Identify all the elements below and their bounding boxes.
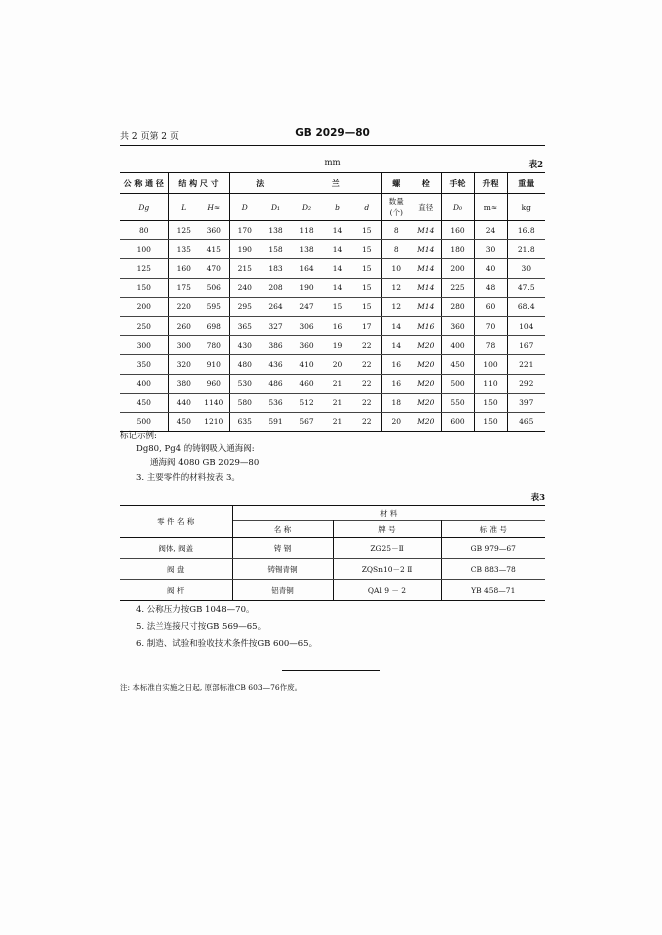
- table-cell: 160: [441, 221, 474, 240]
- table-cell: 阀 盘: [120, 559, 232, 580]
- table-cell: 430: [229, 336, 260, 355]
- table-cell: 78: [474, 336, 507, 355]
- header-flange-b: 兰: [291, 173, 381, 194]
- table-row: [120, 374, 545, 393]
- table-cell: 530: [229, 374, 260, 393]
- table-cell: 250: [120, 316, 168, 335]
- table-cell: 10: [381, 259, 411, 278]
- table-cell: 14: [381, 316, 411, 335]
- table-cell: 500: [441, 374, 474, 393]
- table-cell: 8: [381, 221, 411, 240]
- table-cell: 22: [353, 412, 381, 431]
- table-cell: 15: [353, 297, 381, 316]
- table-cell: 240: [229, 278, 260, 297]
- table2-label: 表2: [528, 160, 543, 170]
- table-cell: 320: [168, 355, 199, 374]
- materials-table: [120, 505, 545, 601]
- table-cell: M20: [411, 355, 441, 374]
- table-cell: 183: [260, 259, 291, 278]
- table-cell: 15: [353, 259, 381, 278]
- table-cell: 460: [291, 374, 322, 393]
- table-cell: 铝青铜: [232, 580, 333, 601]
- table-cell: M14: [411, 240, 441, 259]
- note-4: 4. 公称压力按GB 1048—70。: [136, 605, 255, 615]
- table-cell: 247: [291, 297, 322, 316]
- table-cell: 14: [322, 259, 353, 278]
- table-cell: 20: [381, 412, 411, 431]
- table-cell: 47.5: [507, 278, 545, 297]
- table-cell: 440: [168, 393, 199, 412]
- table-cell: 360: [441, 316, 474, 335]
- note-5: 5. 法兰连接尺寸按GB 569—65。: [136, 622, 267, 632]
- table-row: [120, 559, 545, 580]
- table-cell: 100: [120, 240, 168, 259]
- table-cell: 280: [441, 297, 474, 316]
- table-cell: 14: [322, 278, 353, 297]
- table-cell: 167: [507, 336, 545, 355]
- header-lift: 升程: [474, 173, 507, 194]
- table-cell: M20: [411, 374, 441, 393]
- table-cell: 221: [507, 355, 545, 374]
- table-cell: 450: [168, 412, 199, 431]
- table-cell: 12: [381, 297, 411, 316]
- table-cell: 60: [474, 297, 507, 316]
- table-cell: 397: [507, 393, 545, 412]
- table-cell: 780: [199, 336, 229, 355]
- materials-table-body: [120, 538, 545, 601]
- table-cell: M14: [411, 221, 441, 240]
- table-cell: 22: [353, 355, 381, 374]
- table-cell: 100: [474, 355, 507, 374]
- table-cell: 306: [291, 316, 322, 335]
- table-row: [120, 412, 545, 431]
- table-cell: ZQSn10－2 Ⅱ: [333, 559, 441, 580]
- table-cell: 410: [291, 355, 322, 374]
- note-3: 3. 主要零件的材料按表 3。: [136, 473, 240, 483]
- header-nominal-diameter: 公 称 通 径: [120, 173, 168, 194]
- table-row: [120, 393, 545, 412]
- table-cell: 591: [260, 412, 291, 431]
- table-cell: 225: [441, 278, 474, 297]
- sub-quantity-unit: (个): [389, 208, 403, 217]
- table-cell: 400: [120, 374, 168, 393]
- table-cell: 360: [291, 336, 322, 355]
- table-cell: 486: [260, 374, 291, 393]
- table-cell: 70: [474, 316, 507, 335]
- table-cell: 21: [322, 412, 353, 431]
- table-cell: 30: [507, 259, 545, 278]
- table-cell: M14: [411, 259, 441, 278]
- table-cell: 350: [120, 355, 168, 374]
- standard-number: GB 2029—80: [295, 127, 370, 139]
- table-row: [120, 278, 545, 297]
- sub-L: L: [168, 194, 199, 221]
- table-cell: 150: [120, 278, 168, 297]
- table-cell: 16.8: [507, 221, 545, 240]
- table-cell: 125: [168, 221, 199, 240]
- table3-label: 表3: [530, 493, 545, 503]
- table-cell: 阀 杆: [120, 580, 232, 601]
- table-cell: 22: [353, 374, 381, 393]
- table-cell: 14: [322, 221, 353, 240]
- table-cell: 15: [353, 221, 381, 240]
- table-cell: 24: [474, 221, 507, 240]
- table-cell: 550: [441, 393, 474, 412]
- table-row: [120, 336, 545, 355]
- table-cell: 158: [260, 240, 291, 259]
- marking-line-1: Dg80, Pg4 的铸钢吸入通海阀:: [136, 444, 255, 454]
- table-cell: 436: [260, 355, 291, 374]
- table-cell: 铸 钢: [232, 538, 333, 559]
- table-cell: 14: [381, 336, 411, 355]
- marking-title: 标记示例:: [120, 431, 157, 441]
- table-row: [120, 240, 545, 259]
- table-cell: 138: [260, 221, 291, 240]
- table-cell: M20: [411, 336, 441, 355]
- table-cell: 292: [507, 374, 545, 393]
- table-cell: ZG25－Ⅱ: [333, 538, 441, 559]
- table-row: [120, 355, 545, 374]
- marking-line-2: 通海阀 4080 GB 2029—80: [150, 458, 260, 468]
- table-cell: 360: [199, 221, 229, 240]
- table-cell: 506: [199, 278, 229, 297]
- table-cell: 215: [229, 259, 260, 278]
- table-cell: 512: [291, 393, 322, 412]
- sub-m: m≈: [474, 194, 507, 221]
- sub-diameter: 直径: [411, 194, 441, 221]
- table-cell: 300: [168, 336, 199, 355]
- header-structure-size: 结 构 尺 寸: [168, 173, 229, 194]
- sub-H: H≈: [199, 194, 229, 221]
- table-cell: 295: [229, 297, 260, 316]
- table-cell: 68.4: [507, 297, 545, 316]
- table-cell: 15: [322, 297, 353, 316]
- table-cell: 164: [291, 259, 322, 278]
- table-cell: 21.8: [507, 240, 545, 259]
- table-cell: 170: [229, 221, 260, 240]
- table-cell: 22: [353, 336, 381, 355]
- header-material: 材 料: [232, 506, 545, 521]
- sub-kg: kg: [507, 194, 545, 221]
- table-cell: 104: [507, 316, 545, 335]
- table-cell: 175: [168, 278, 199, 297]
- table-cell: 260: [168, 316, 199, 335]
- page-indicator: 共 2 页第 2 页: [120, 132, 179, 142]
- table-cell: 380: [168, 374, 199, 393]
- table-cell: 536: [260, 393, 291, 412]
- table-cell: M16: [411, 316, 441, 335]
- table-cell: 22: [353, 393, 381, 412]
- table-cell: 200: [441, 259, 474, 278]
- note-6: 6. 制造、试验和验收技术条件按GB 600—65。: [136, 639, 318, 649]
- header-handwheel: 手轮: [441, 173, 474, 194]
- table-cell: 1210: [199, 412, 229, 431]
- table-cell: 17: [353, 316, 381, 335]
- table-cell: 12: [381, 278, 411, 297]
- table-cell: 118: [291, 221, 322, 240]
- table-cell: M14: [411, 297, 441, 316]
- table-cell: 220: [168, 297, 199, 316]
- header-rule: [120, 145, 545, 146]
- table-cell: 16: [322, 316, 353, 335]
- header-weight: 重量: [507, 173, 545, 194]
- sub-D1: D₁: [260, 194, 291, 221]
- sub-D2: D₂: [291, 194, 322, 221]
- dimensions-table-body: [120, 221, 545, 432]
- sub-d: d: [353, 194, 381, 221]
- table-cell: M20: [411, 412, 441, 431]
- table-row: [120, 316, 545, 335]
- header-material-grade: 牌 号: [333, 521, 441, 538]
- table-cell: 1140: [199, 393, 229, 412]
- sub-b: b: [322, 194, 353, 221]
- table-cell: 415: [199, 240, 229, 259]
- table-cell: 910: [199, 355, 229, 374]
- table-cell: 470: [199, 259, 229, 278]
- table-cell: 160: [168, 259, 199, 278]
- sub-D: D: [229, 194, 260, 221]
- table-cell: 21: [322, 393, 353, 412]
- table-cell: 365: [229, 316, 260, 335]
- table-cell: 567: [291, 412, 322, 431]
- sub-quantity-label: 数量: [388, 197, 404, 206]
- table-cell: 阀体, 阀盖: [120, 538, 232, 559]
- table-cell: 698: [199, 316, 229, 335]
- table-cell: 18: [381, 393, 411, 412]
- table-cell: 40: [474, 259, 507, 278]
- header-material-name: 名 称: [232, 521, 333, 538]
- table-cell: 180: [441, 240, 474, 259]
- table-cell: QAl 9 － 2: [333, 580, 441, 601]
- table-row: [120, 221, 545, 240]
- table-cell: 300: [120, 336, 168, 355]
- table-cell: 80: [120, 221, 168, 240]
- table-cell: 铸锡青铜: [232, 559, 333, 580]
- page-header: [120, 127, 545, 143]
- header-bolt-a: 螺: [381, 173, 411, 194]
- table-cell: 150: [474, 412, 507, 431]
- table-row: [120, 538, 545, 559]
- table-cell: 125: [120, 259, 168, 278]
- sub-dg: Dg: [120, 194, 168, 221]
- sub-quantity: [381, 194, 411, 221]
- table-cell: M20: [411, 393, 441, 412]
- table-cell: 500: [120, 412, 168, 431]
- table-cell: 20: [322, 355, 353, 374]
- table-cell: 264: [260, 297, 291, 316]
- footnote: 注: 本标准自实施之日起, 原部标准CB 603—76作废。: [120, 683, 303, 692]
- table-cell: 14: [322, 240, 353, 259]
- table-cell: 327: [260, 316, 291, 335]
- dimensions-table: [120, 172, 545, 432]
- unit-label: mm: [324, 158, 341, 168]
- table-cell: 150: [474, 393, 507, 412]
- table-cell: 480: [229, 355, 260, 374]
- table-cell: 450: [441, 355, 474, 374]
- table-cell: 386: [260, 336, 291, 355]
- table-cell: 580: [229, 393, 260, 412]
- table-cell: 48: [474, 278, 507, 297]
- sub-D0: D₀: [441, 194, 474, 221]
- table-cell: 450: [120, 393, 168, 412]
- table-cell: 200: [120, 297, 168, 316]
- table2-caption: [120, 158, 545, 172]
- table-cell: 595: [199, 297, 229, 316]
- table-cell: 135: [168, 240, 199, 259]
- table-cell: 465: [507, 412, 545, 431]
- table-row: [120, 297, 545, 316]
- header-standard-no: 标 准 号: [441, 521, 545, 538]
- table-cell: 190: [291, 278, 322, 297]
- table-cell: GB 979—67: [441, 538, 545, 559]
- footnote-rule: [282, 670, 380, 671]
- table-cell: 21: [322, 374, 353, 393]
- header-bolt-b: 栓: [411, 173, 441, 194]
- table-row: [120, 580, 545, 601]
- table-cell: 16: [381, 355, 411, 374]
- table-cell: 15: [353, 278, 381, 297]
- table-cell: YB 458—71: [441, 580, 545, 601]
- table-cell: 400: [441, 336, 474, 355]
- table-row: [120, 259, 545, 278]
- table-cell: 635: [229, 412, 260, 431]
- table-cell: 8: [381, 240, 411, 259]
- table-cell: 19: [322, 336, 353, 355]
- table-cell: 15: [353, 240, 381, 259]
- table-cell: 208: [260, 278, 291, 297]
- table-cell: 110: [474, 374, 507, 393]
- table-cell: 190: [229, 240, 260, 259]
- header-part-name: 零 件 名 称: [120, 506, 232, 538]
- table-cell: 30: [474, 240, 507, 259]
- table-cell: 16: [381, 374, 411, 393]
- header-flange-a: 法: [229, 173, 291, 194]
- table-cell: 138: [291, 240, 322, 259]
- table-cell: CB 883—78: [441, 559, 545, 580]
- table-cell: M14: [411, 278, 441, 297]
- table-cell: 600: [441, 412, 474, 431]
- table-cell: 960: [199, 374, 229, 393]
